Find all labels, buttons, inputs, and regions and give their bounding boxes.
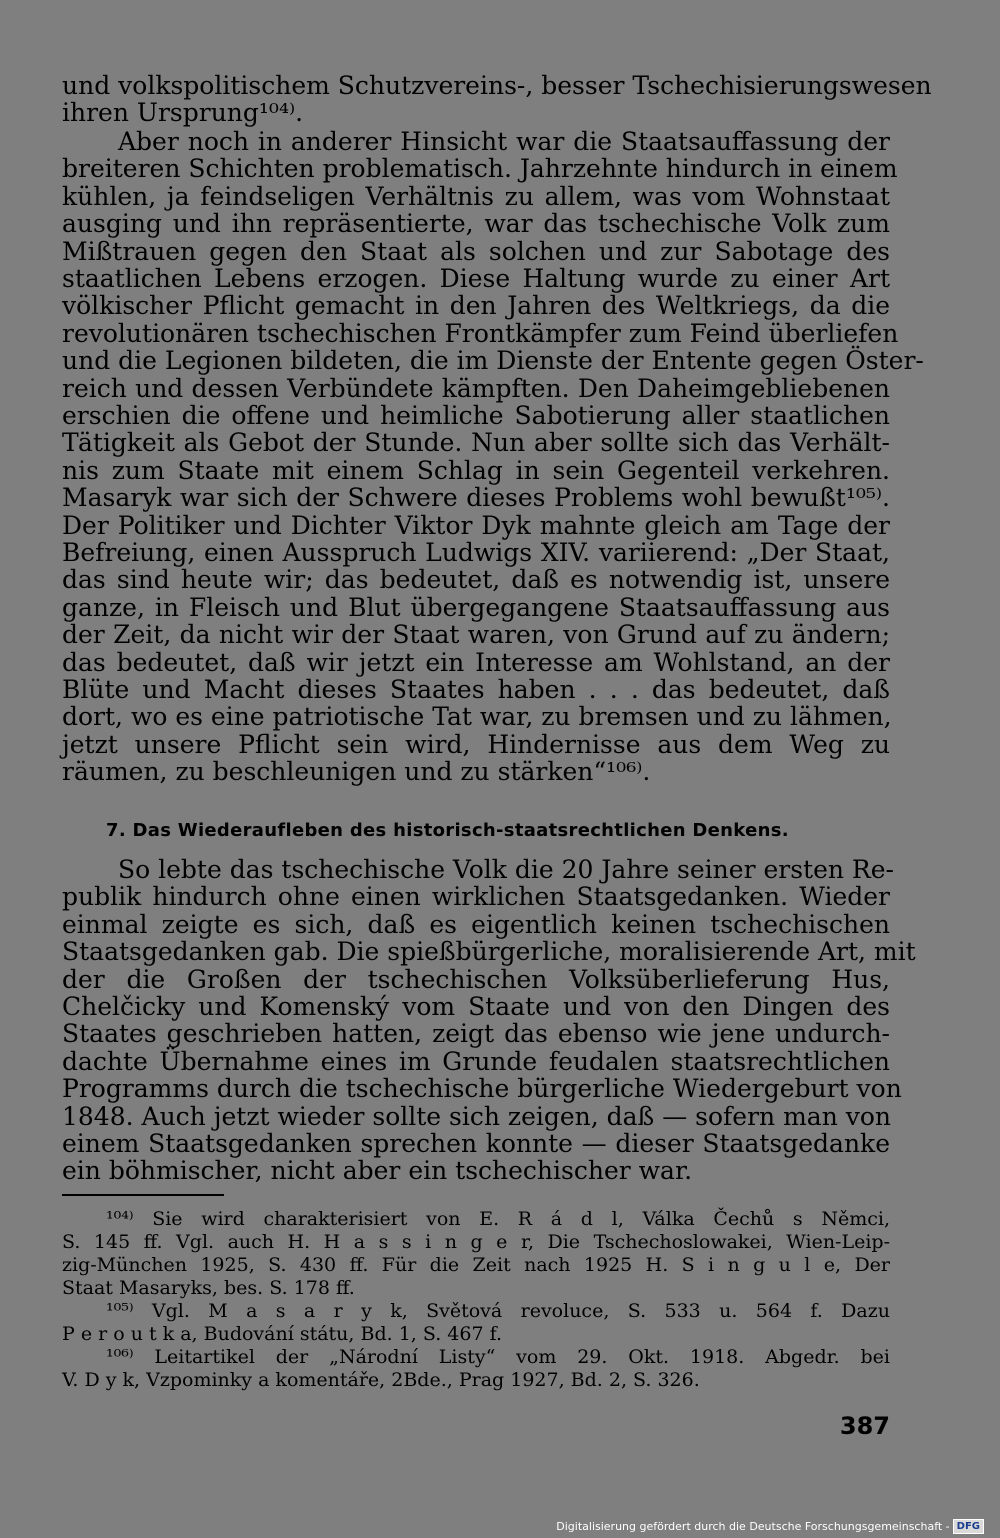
text-line: So lebte das tschechische Volk die 20 Jahre seiner ersten Re-	[118, 855, 895, 884]
text-line: breiteren Schichten problematisch. Jahrzehnte hindurch in einem	[62, 154, 898, 184]
text-line: Programms durch die tschechische bürgerliche Wiedergeburt von	[62, 1074, 902, 1104]
credit-text: Digitalisierung gefördert durch die Deutsche Forschungsgemeinschaft -	[556, 1519, 950, 1533]
text-line: ein böhmischer, nicht aber ein tschechischer war.	[62, 1156, 693, 1186]
text-line: publik hindurch ohne einen wirklichen Staatsgedanken. Wieder	[62, 882, 890, 912]
text-line: und die Legionen bildeten, die im Dienste der Entente gegen Öster-	[62, 346, 924, 376]
text-line: ausging und ihn repräsentierte, war das tschechische Volk zum	[62, 209, 890, 239]
text-line: der Zeit, da nicht wir der Staat waren, von Grund auf zu ändern;	[62, 620, 890, 650]
text-line: der die Großen der tschechischen Volksüberlieferung Hus,	[62, 964, 890, 994]
text-line: jetzt unsere Pflicht sein wird, Hindernisse aus dem Weg zu	[62, 729, 890, 759]
section-heading: 7. Das Wiederaufleben des historisch-staatsrechtlichen Denkens.	[106, 820, 789, 841]
text-line: das sind heute wir; das bedeutet, daß es notwendig ist, unsere	[62, 565, 890, 595]
footnote-line: zig-München 1925, S. 430 ff. Für die Zeit nach 1925 H. S i n g u l e, Der	[62, 1254, 890, 1276]
text-line: 1848. Auch jetzt wieder sollte sich zeigen, daß — sofern man von	[62, 1101, 892, 1131]
text-line: und volkspolitischem Schutzvereins-, besser Tschechisierungswesen	[62, 71, 932, 100]
text-line: einem Staatsgedanken sprechen konnte — dieser Staatsgedanke	[62, 1129, 890, 1158]
text-line: ganze, in Fleisch und Blut übergegangene Staatsauffassung aus	[62, 592, 890, 622]
text-line: räumen, zu beschleunigen und zu stärken“¹⁰⁶⁾.	[62, 757, 651, 787]
text-line: Staates geschrieben hatten, zeigt das ebenso wie jene undurch-	[62, 1019, 890, 1049]
text-line: Befreiung, einen Ausspruch Ludwigs XIV. variierend: „Der Staat,	[62, 538, 890, 567]
text-line: ihren Ursprung¹⁰⁴⁾.	[62, 98, 304, 128]
text-line: einmal zeigte es sich, daß es eigentlich keinen tschechischen	[62, 909, 890, 939]
footnote-line: ¹⁰⁴⁾ Sie wird charakterisiert von E. R á d l, Válka Čechů s Němci,	[106, 1208, 890, 1230]
text-line: Aber noch in anderer Hinsicht war die Staatsauffassung der	[118, 127, 890, 156]
text-line: kühlen, ja feindseligen Verhältnis zu allem, was vom Wohnstaat	[62, 181, 890, 211]
text-line: reich und dessen Verbündete kämpften. Den Daheimgebliebenen	[62, 373, 890, 403]
text-line: erschien die offene und heimliche Sabotierung aller staatlichen	[62, 401, 890, 430]
text-line: Mißtrauen gegen den Staat als solchen und zur Sabotage des	[62, 236, 890, 266]
dfg-logo: DFG	[953, 1519, 984, 1534]
text-line: dachte Übernahme eines im Grunde feudalen staatsrechtlichen	[62, 1046, 890, 1076]
text-line: Chelčicky und Komenský vom Staate und von den Dingen des	[62, 992, 890, 1021]
text-line: Der Politiker und Dichter Viktor Dyk mahnte gleich am Tage der	[62, 510, 890, 540]
text-line: Masaryk war sich der Schwere dieses Problems wohl bewußt¹⁰⁵⁾.	[62, 483, 890, 513]
text-line: dort, wo es eine patriotische Tat war, zu bremsen und zu lähmen,	[62, 702, 892, 732]
footnote-line: P e r o u t k a, Budování státu, Bd. 1, S. 467 f.	[62, 1323, 502, 1345]
text-line: völkischer Pflicht gemacht in den Jahren des Weltkriegs, da die	[62, 291, 890, 321]
text-line: das bedeutet, daß wir jetzt ein Interesse am Wohlstand, an der	[62, 647, 890, 677]
text-line: revolutionären tschechischen Frontkämpfer zum Feind überliefen	[62, 318, 899, 348]
footnote-line: ¹⁰⁵⁾ Vgl. M a s a r y k, Světová revoluce, S. 533 u. 564 f. Dazu	[106, 1300, 890, 1322]
text-line: Staatsgedanken gab. Die spießbürgerliche, moralisierende Art, mit	[62, 937, 916, 967]
text-line: staatlichen Lebens erzogen. Diese Haltung wurde zu einer Art	[62, 264, 890, 293]
footnote-line: Staat Masaryks, bes. S. 178 ff.	[62, 1277, 355, 1299]
digitization-credit	[556, 1518, 984, 1534]
footnote-line: S. 145 ff. Vgl. auch H. H a s s i n g e r, Die Tschechoslowakei, Wien-Leip-	[62, 1231, 890, 1253]
footnote-line: ¹⁰⁶⁾ Leitartikel der „Národní Listy“ vom 29. Okt. 1918. Abgedr. bei	[106, 1346, 890, 1368]
page-number: 387	[839, 1412, 890, 1440]
footnote-rule	[62, 1194, 224, 1196]
text-line: Blüte und Macht dieses Staates haben . . . das bedeutet, daß	[62, 675, 890, 704]
text-line: nis zum Staate mit einem Schlag in sein Gegenteil verkehren.	[62, 455, 890, 485]
text-line: Tätigkeit als Gebot der Stunde. Nun aber sollte sich das Verhält-	[62, 428, 890, 458]
footnote-line: V. D y k, Vzpominky a komentáře, 2Bde., Prag 1927, Bd. 2, S. 326.	[62, 1369, 700, 1391]
